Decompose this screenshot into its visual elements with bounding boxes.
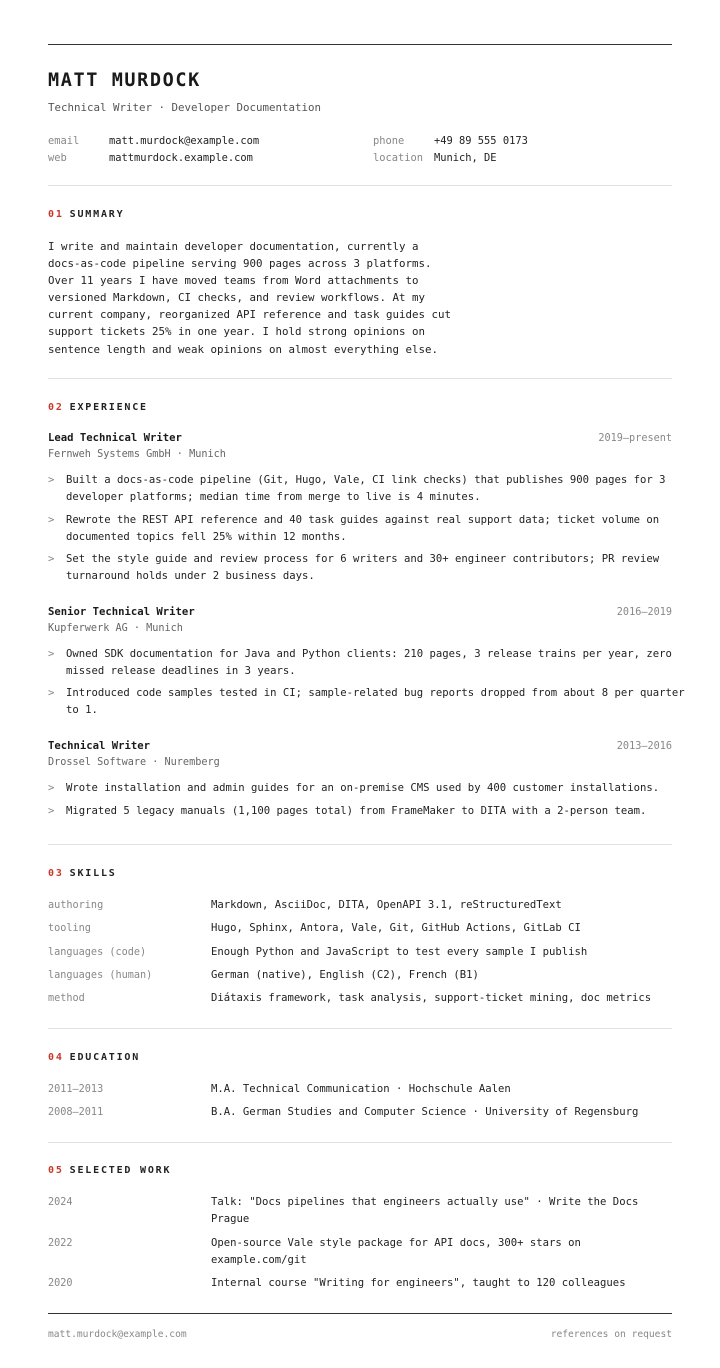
summary-line: versioned Markdown, CI checks, and review workflows. At my: [48, 291, 426, 305]
skill-value: German (native), English (C2), French (B1): [211, 969, 479, 981]
summary-line: current company, reorganized API reference and task guides cut: [48, 308, 452, 322]
bullet-mark: >: [48, 474, 55, 486]
bullet-line: Set the style guide and review process for 6 writers and 30+ engineer contributors; PR review: [66, 553, 660, 565]
bullet-line: missed release deadlines in 3 years.: [66, 665, 296, 678]
selected-work-heading: [48, 1165, 171, 1176]
education-number: 04: [48, 1052, 64, 1063]
job-title: Senior Technical Writer: [48, 606, 195, 618]
skill-value: Diátaxis framework, task analysis, support-ticket mining, doc metrics: [211, 992, 652, 1004]
job-organization: Kupferwerk AG · Munich: [48, 623, 183, 634]
summary-title: SUMMARY: [69, 209, 125, 220]
bullet-line: developer platforms; median time from merge to live is 4 minutes.: [66, 491, 481, 504]
skill-label: authoring: [48, 900, 104, 911]
bullet-line: to 1.: [66, 704, 98, 717]
contact-location-label: location: [373, 152, 424, 164]
footer-note: references on request: [550, 1329, 672, 1340]
selected-work-number: 05: [48, 1165, 64, 1176]
work-year: 2024: [48, 1197, 73, 1208]
education-heading: [48, 1052, 140, 1063]
summary-line: support tickets 25% in one year. I hold strong opinions on: [48, 325, 426, 339]
skill-value: Markdown, AsciiDoc, DITA, OpenAPI 3.1, reStructuredText: [211, 899, 562, 911]
top-rule: [48, 44, 672, 45]
education-degree: M.A. Technical Communication · Hochschule Aalen: [211, 1083, 511, 1095]
job-dates: 2019–present: [598, 433, 672, 444]
skills-number: 03: [48, 868, 64, 879]
bullet-mark: >: [48, 687, 55, 699]
summary-line: docs-as-code pipeline serving 900 pages across 3 platforms.: [48, 257, 432, 271]
bullet-line: Owned SDK documentation for Java and Python clients: 210 pages, 3 release trains per year, zero: [66, 648, 672, 660]
bullet-line: Rewrote the REST API reference and 40 task guides against real support data; ticket volume on: [66, 514, 660, 526]
bottom-rule: [48, 1313, 672, 1314]
summary-number: 01: [48, 209, 64, 220]
work-line: Talk: "Docs pipelines that engineers actually use" · Write the Docs: [211, 1196, 639, 1208]
skill-value: Hugo, Sphinx, Antora, Vale, Git, GitHub Actions, GitLab CI: [211, 922, 581, 934]
contact-email-value[interactable]: matt.murdock@example.com: [109, 135, 260, 147]
education-years: 2011–2013: [48, 1084, 104, 1095]
work-line: Prague: [211, 1213, 250, 1226]
job-title: Technical Writer: [48, 740, 151, 752]
candidate-name: MATT MURDOCK: [48, 70, 201, 91]
contact-web-label: web: [48, 152, 67, 164]
education-degree: B.A. German Studies and Computer Science · University of Regensburg: [211, 1106, 639, 1118]
summary-line: I write and maintain developer documentation, currently a: [48, 240, 419, 253]
job-title: Lead Technical Writer: [48, 432, 182, 444]
job-organization: Fernweh Systems GmbH · Munich: [48, 449, 226, 460]
experience-title: EXPERIENCE: [69, 402, 148, 413]
contact-phone-label: phone: [373, 135, 405, 147]
skills-heading: [48, 868, 117, 879]
bullet-line: Built a docs-as-code pipeline (Git, Hugo, Vale, CI link checks) that publishes 900 pages for 3: [66, 474, 666, 486]
work-line: example.com/git: [211, 1254, 307, 1267]
bullet-line: Wrote installation and admin guides for an on-premise CMS used by 400 customer installations.: [66, 782, 660, 794]
bullet-mark: >: [48, 782, 55, 794]
experience-heading: [48, 402, 148, 413]
work-line: Internal course "Writing for engineers", taught to 120 colleagues: [211, 1277, 626, 1289]
contact-location-value: Munich, DE: [434, 152, 497, 164]
experience-number: 02: [48, 402, 64, 413]
section-divider: [48, 185, 672, 186]
resume-page: [48, 0, 685, 1368]
summary-line: Over 11 years I have moved teams from Word attachments to: [48, 274, 419, 288]
contact-web-value[interactable]: mattmurdock.example.com: [109, 152, 253, 164]
education-title: EDUCATION: [69, 1052, 141, 1063]
work-line: Open-source Vale style package for API docs, 300+ stars on: [211, 1237, 581, 1249]
job-organization: Drossel Software · Nuremberg: [48, 757, 220, 768]
footer-email[interactable]: matt.murdock@example.com: [48, 1329, 187, 1340]
bullet-line: Introduced code samples tested in CI; sample-related bug reports dropped from about 8 per quarter: [66, 687, 685, 699]
skill-label: method: [48, 993, 85, 1004]
section-divider: [48, 844, 672, 845]
bullet-line: Migrated 5 legacy manuals (1,100 pages total) from FrameMaker to DITA with a 2-person team.: [66, 805, 647, 817]
skill-label: languages (human): [48, 970, 153, 981]
job-dates: 2013–2016: [616, 741, 672, 752]
section-divider: [48, 1028, 672, 1029]
bullet-mark: >: [48, 553, 55, 565]
bullet-line: turnaround holds under 2 business days.: [66, 570, 315, 583]
skills-title: SKILLS: [69, 868, 117, 879]
summary-line: sentence length and weak opinions on almost everything else.: [48, 342, 439, 356]
contact-email-label: email: [48, 135, 80, 147]
work-year: 2020: [48, 1278, 73, 1289]
work-year: 2022: [48, 1238, 73, 1249]
bullet-line: documented topics fell 25% within 12 months.: [66, 531, 347, 544]
selected-work-title: SELECTED WORK: [69, 1165, 172, 1176]
section-divider: [48, 1142, 672, 1143]
summary-heading: [48, 209, 124, 220]
candidate-subtitle: Technical Writer · Developer Documentation: [48, 101, 322, 114]
skill-label: languages (code): [48, 947, 147, 958]
section-divider: [48, 378, 672, 379]
education-years: 2008–2011: [48, 1107, 104, 1118]
bullet-mark: >: [48, 648, 55, 660]
summary-text: [48, 238, 452, 358]
contact-phone-value: +49 89 555 0173: [434, 135, 528, 147]
bullet-mark: >: [48, 805, 55, 817]
skill-label: tooling: [48, 923, 91, 934]
job-dates: 2016–2019: [616, 607, 672, 618]
bullet-mark: >: [48, 514, 55, 526]
skill-value: Enough Python and JavaScript to test every sample I publish: [211, 946, 588, 958]
